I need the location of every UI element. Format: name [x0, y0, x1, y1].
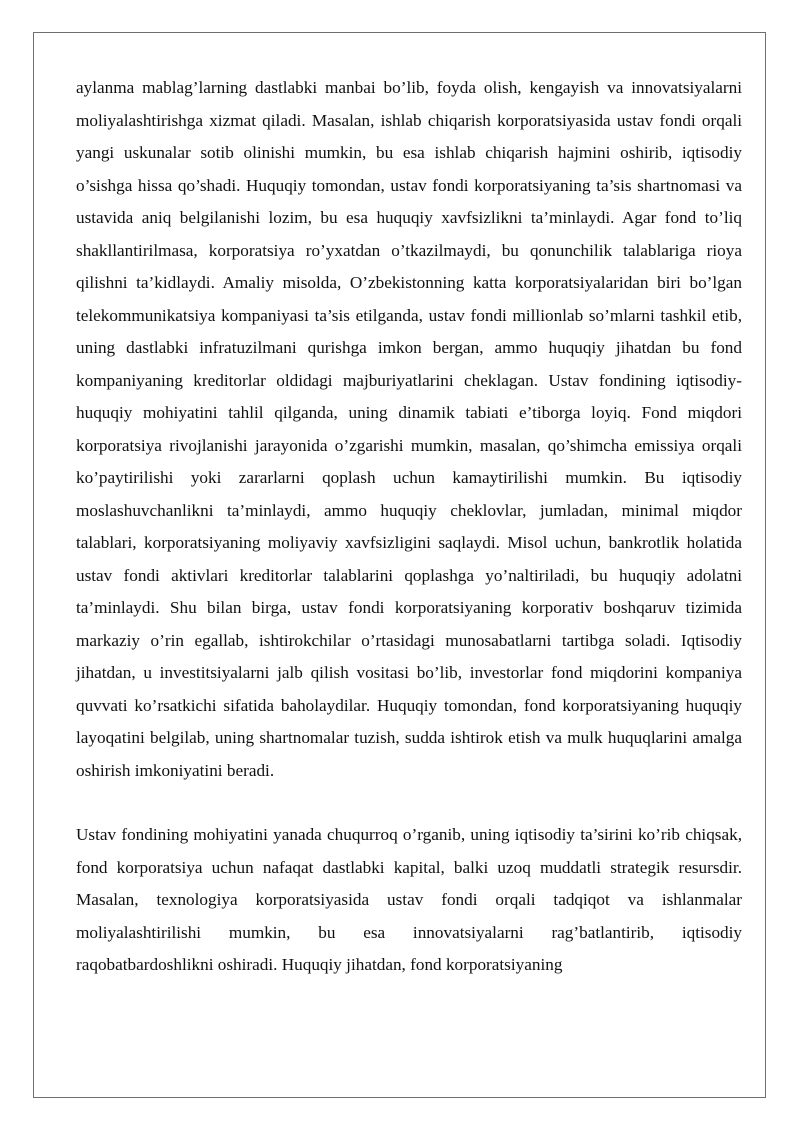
paragraph: Ustav fondining mohiyatini yanada chuqurroq o’rganib, uning iqtisodiy ta’sirini ko’rib chiqsak, fond korporatsiya uchun nafaqat dastlabki kapital, balki uzoq muddatli strategik resursdir. Masalan, texnologiya korporatsiyasida ustav fondi orqali tadqiqot va ishlanmalar moliyalashtirilishi mumkin, bu esa innovatsiyalarni rag’batlantirib, iqtisodiy raqobatbardoshlikni oshiradi. Huquqiy jihatdan, fond korporatsiyaning — [76, 825, 742, 974]
paragraph: aylanma mablag’larning dastlabki manbai bo’lib, foyda olish, kengayish va innovatsiyalarni moliyalashtirishga xizmat qiladi. Masalan, ishlab chiqarish korporatsiyasida ustav fondi orqali yangi uskunalar sotib olinishi mumkin, bu esa ishlab chiqarish hajmini oshirib, iqtisodiy o’sishga hissa qo’shadi. Huquqiy tomondan, ustav fondi korporatsiyaning ta’sis shartnomasi va ustavida aniq belgilanishi lozim, bu esa huquqiy xavfsizlikni ta’minlaydi. Agar fond to’liq shakllantirilmasa, korporatsiya ro’yxatdan o’tkazilmaydi, bu qonunchilik talablariga rioya qilishni ta’kidlaydi. Amaliy misolda, O’zbekistonning katta korporatsiyalaridan biri bo’lgan telekommunikatsiya kompaniyasi ta’sis etilganda, ustav fondi millionlab so’mlarni tashkil etib, uning dastlabki infratuzilmani qurishga imkon bergan, ammo huquqiy jihatdan bu fond kompaniyaning kreditorlar oldidagi majburiyatlarini cheklagan. Ustav fondining iqtisodiy-huquqiy mohiyatini tahlil qilganda, uning dinamik tabiati e’tiborga loyiq. Fond miqdori korporatsiya rivojlanishi jarayonida o’zgarishi mumkin, masalan, qo’shimcha emissiya orqali ko’paytirilishi yoki zararlarni qoplash uchun kamaytirilishi mumkin. Bu iqtisodiy moslashuvchanlikni ta’minlaydi, ammo huquqiy cheklovlar, jumladan, minimal miqdor talablari, korporatsiyaning moliyaviy xavfsizligini saqlaydi. Misol uchun, bankrotlik holatida ustav fondi aktivlari kreditorlar talablarini qoplashga yo’naltiriladi, bu huquqiy adolatni ta’minlaydi. Shu bilan birga, ustav fondi korporatsiyaning korporativ boshqaruv tizimida markaziy o’rin egallab, ishtirokchilar o’rtasidagi munosabatlarni tartibga soladi. Iqtisodiy jihatdan, u investitsiyalarni jalb qilish vositasi bo’lib, investorlar fond miqdorini kompaniya quvvati ko’rsatkichi sifatida baholaydilar. Huquqiy tomondan, fond korporatsiyaning huquqiy layoqatini belgilab, uning shartnomalar tuzish, sudda ishtirok etish va mulk huquqlarini amalga oshirish imkoniyatini beradi. — [76, 78, 742, 780]
document-body — [76, 72, 742, 982]
